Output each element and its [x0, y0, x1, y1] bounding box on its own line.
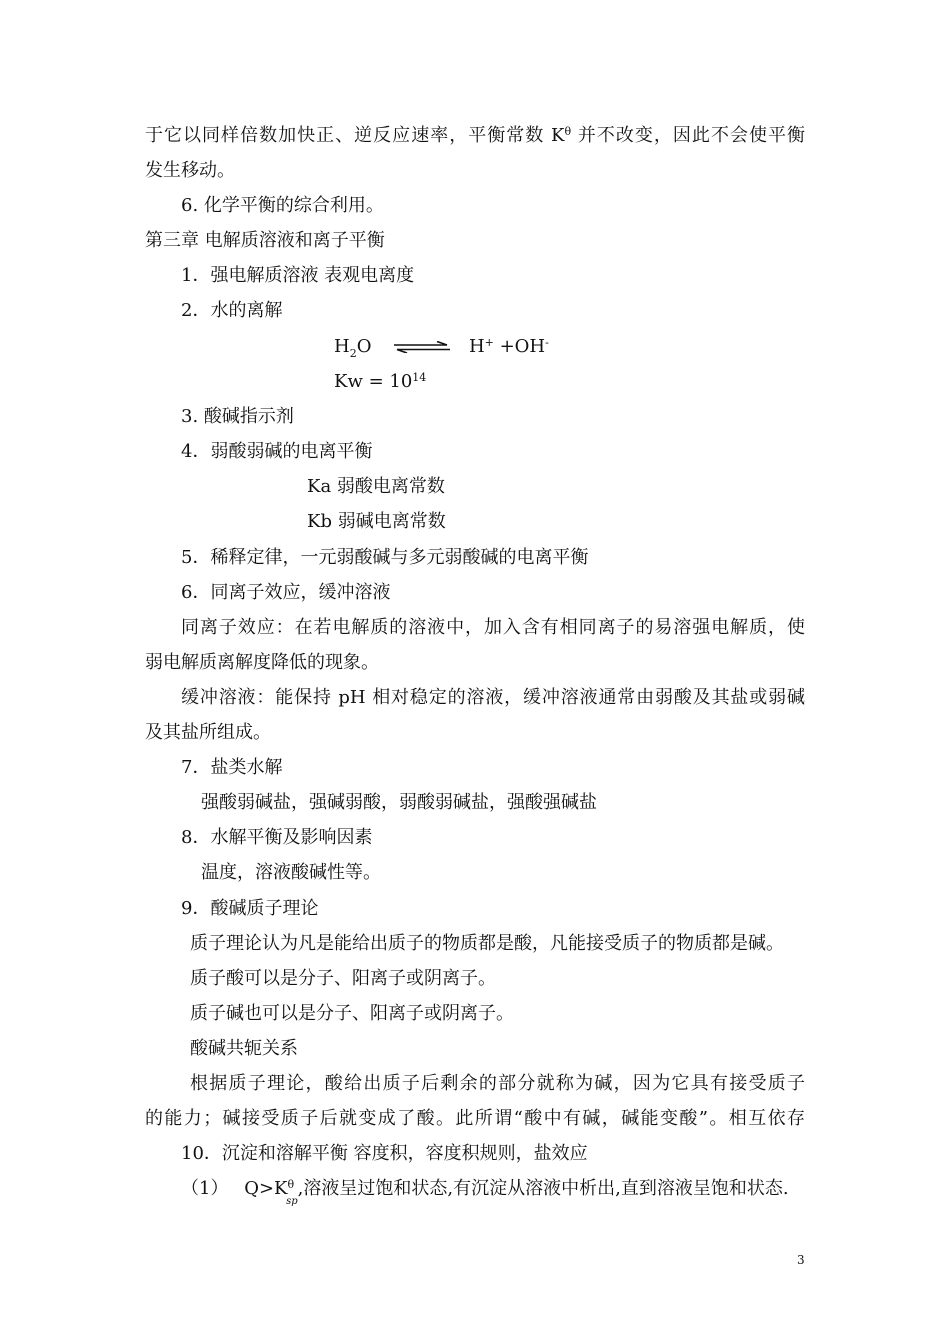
list-item: 6．同离子效应，缓冲溶液 [181, 582, 391, 603]
paragraph-line: 温度，溶液酸碱性等。 [201, 862, 381, 883]
list-item: 3. 酸碱指示剂 [181, 406, 294, 427]
paragraph-line: 及其盐所组成。 [145, 722, 271, 743]
solubility-rule-line: （1） $Q>K^\theta_{sp}$,溶液呈过饱和状态,有沉淀从溶液中析出,直到溶液呈饱和状态. [181, 1178, 789, 1207]
equilibrium-arrow-icon [393, 341, 451, 353]
list-item: 10．沉淀和溶解平衡 容度积，容度积规则，盐效应 [181, 1143, 588, 1164]
text-line: 发生移动。 [145, 160, 235, 181]
text-line: 于它以同样倍数加快正、逆反应速率，平衡常数 $K^\theta$ 并不改变，因此不会使平衡 [145, 125, 805, 146]
paragraph-line: 弱电解质离解度降低的现象。 [145, 652, 379, 673]
page-number: 3 [797, 1253, 805, 1267]
list-item: 9．酸碱质子理论 [181, 898, 319, 919]
list-item: 8．水解平衡及影响因素 [181, 827, 373, 848]
paragraph-line: 缓冲溶液：能保持 pH 相对稳定的溶液，缓冲溶液通常由弱酸及其盐或弱碱 [181, 687, 805, 708]
chapter-heading: 第三章 电解质溶液和离子平衡 [145, 230, 385, 251]
paragraph-line: 强酸弱碱盐，强碱弱酸，弱酸弱碱盐，强酸强碱盐 [201, 792, 597, 813]
paragraph-line: 的能力；碱接受质子后就变成了酸。此所谓“酸中有碱，碱能变酸”。相互依存 [145, 1108, 805, 1129]
list-item: 4．弱酸弱碱的电离平衡 [181, 441, 373, 462]
theta-superscript: θ [564, 125, 572, 138]
paragraph-line: 质子酸可以是分子、阳离子或阴离子。 [190, 968, 496, 989]
text-line: 6. 化学平衡的综合利用。 [181, 195, 384, 216]
paragraph-line: 质子碱也可以是分子、阳离子或阴离子。 [190, 1003, 514, 1024]
paragraph-line: 同离子效应：在若电解质的溶液中，加入含有相同离子的易溶强电解质，使 [181, 617, 805, 638]
paragraph-line: 质子理论认为凡是能给出质子的物质都是酸，凡能接受质子的物质都是碱。 [190, 933, 784, 954]
paragraph-line: 根据质子理论，酸给出质子后剩余的部分就称为碱，因为它具有接受质子 [190, 1073, 805, 1094]
list-item: 2．水的离解 [181, 300, 283, 321]
definition-line: Ka 弱酸电离常数 [307, 476, 445, 497]
list-item: 1．强电解质溶液 表观电离度 [181, 265, 415, 286]
kw-equation: $Kw = 10^{14}$ [334, 371, 427, 392]
list-item: 5．稀释定律，一元弱酸碱与多元弱酸碱的电离平衡 [181, 547, 589, 568]
list-item: 7．盐类水解 [181, 757, 283, 778]
water-ionization-equation: $H_2O$ H+ +OH- [334, 336, 549, 360]
paragraph-line: 酸碱共轭关系 [190, 1038, 298, 1059]
definition-line: Kb 弱碱电离常数 [307, 511, 446, 532]
